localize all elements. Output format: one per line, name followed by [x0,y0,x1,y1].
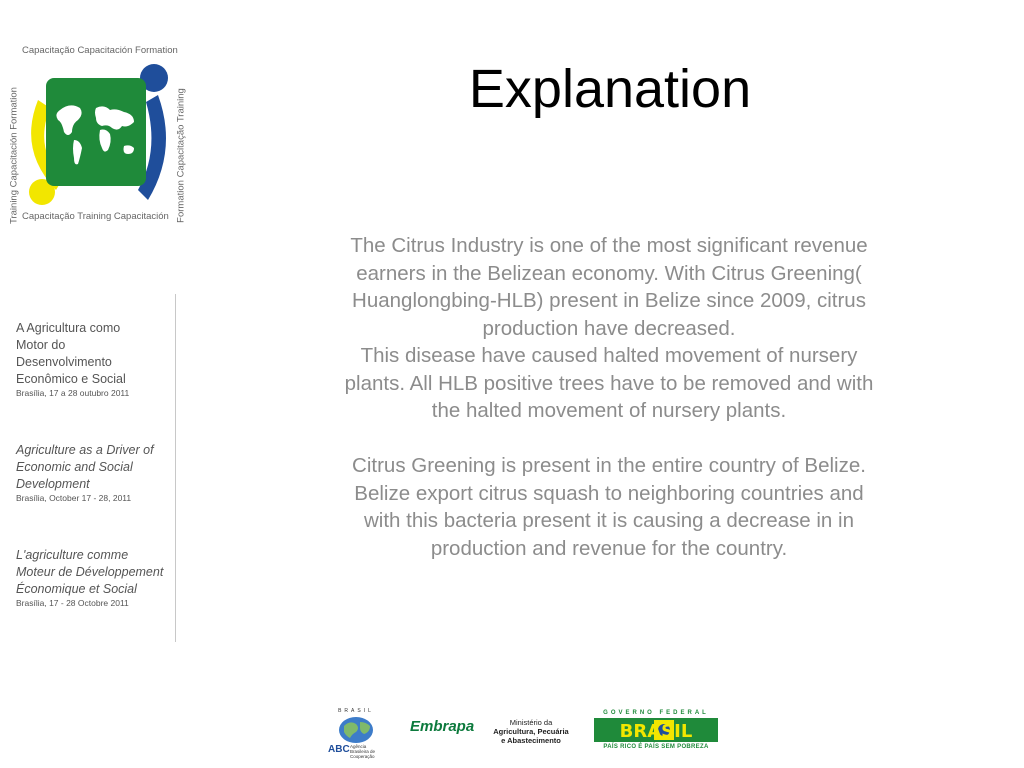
ministerio-line: Agricultura, Pecuária [493,727,569,736]
block-heading-line: Desenvolvimento [16,355,112,369]
logo-bottom-text: Capacitação Training Capacitación [22,211,169,222]
body-line: This disease have caused halted movement of nursery [360,344,858,367]
block-heading-line: Motor do [16,338,66,352]
brasil-wordmark-icon [594,718,718,742]
body-line: The Citrus Industry is one of the most significant revenue [350,234,868,257]
abc-subtitle: Agência Brasileira de Cooperação [350,744,376,759]
body-line: with this bacteria present it is causing a decrease in in [364,509,854,532]
embrapa-logo: Embrapa [410,718,475,735]
training-logo [8,40,187,230]
body-line: earners in the Belizean economy. With Citrus Greening( [356,261,862,285]
gov-top-label: GOVERNO FEDERAL [603,710,709,716]
abc-name: ABC [328,744,350,755]
block-date: Brasília, 17 - 28 Octobre 2011 [16,598,129,608]
block-heading-line: Moteur de Développement [16,565,164,579]
slide-body [262,232,956,562]
abc-logo [326,708,386,759]
sidebar-block-portuguese [16,320,176,399]
slide-title: Explanation [468,59,752,119]
sidebar-block-english [16,442,176,504]
body-line: Huanglongbing-HLB) present in Belize since 2009, citrus [352,289,866,312]
paragraph-gap [262,425,956,453]
body-line: Citrus Greening is present in the entire country of Belize. [352,454,866,477]
block-heading-line: Agriculture as a Driver of [16,443,154,457]
ministerio-line: Ministério da [509,718,553,727]
block-date: Brasília, October 17 - 28, 2011 [16,493,132,503]
logo-left-text: Training Capacitación Formation [8,87,20,224]
body-line: production and revenue for the country. [430,536,788,560]
gov-brasil-text: BRASIL [619,721,693,742]
ministerio-line: e Abastecimento [501,736,561,745]
gov-bottom-label: PAÍS RICO É PAÍS SEM POBREZA [603,744,709,750]
block-date: Brasília, 17 a 28 outubro 2011 [16,388,130,398]
logo-right-text: Formation Capacitação Training [175,88,187,223]
block-heading-line: Économique et Social [16,582,137,596]
abc-top-label: BRASIL [338,708,374,714]
block-heading-line: Development [16,477,90,491]
globe-icon [338,716,374,744]
block-heading-line: L'agriculture comme [16,548,129,562]
logo-top-text: Capacitação Capacitación Formation [22,45,178,56]
block-heading-line: Economic and Social [16,460,133,474]
body-line: plants. All HLB positive trees have to be removed and with [344,371,874,395]
body-line: the halted movement of nursery plants. [431,399,787,422]
block-heading-line: A Agricultura como [16,321,121,335]
world-map-logo-icon [8,40,184,230]
body-line: Belize export citrus squash to neighboring countries and [354,481,864,505]
governo-federal-logo [594,710,718,754]
sidebar-block-french [16,547,176,609]
block-heading-line: Econômico e Social [16,372,126,386]
ministerio-logo [486,718,576,745]
body-line: production have decreased. [482,316,736,340]
